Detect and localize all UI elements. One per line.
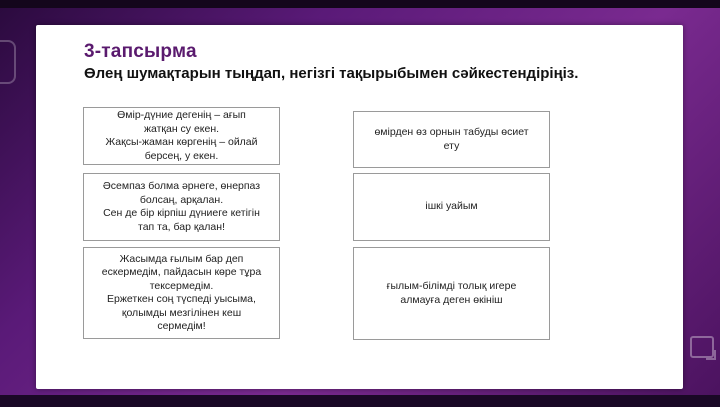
stanza-line: болсаң, арқалан. xyxy=(139,193,224,206)
stanza-box-1 xyxy=(83,107,280,165)
decorative-shape xyxy=(0,40,16,84)
expand-icon xyxy=(690,336,714,358)
stanza-line: Сен де бір кірпіш дүниеге кетігін xyxy=(103,207,260,219)
stanza-line: Өмір-дүние дегенің – ағып xyxy=(117,109,246,121)
theme-line: алмауға деген өкініш xyxy=(400,293,503,306)
theme-box-1 xyxy=(353,111,550,168)
theme-box-3 xyxy=(353,247,550,340)
theme-line: өмірден өз орнын табуды өсиет xyxy=(374,126,529,138)
theme-line: ғылым-білімді толық игере xyxy=(386,280,517,292)
stanza-line: тексермедім. xyxy=(149,279,214,292)
stanza-line: ескермедім, пайдасын көре тұра xyxy=(101,266,262,278)
theme-line: ету xyxy=(443,139,460,152)
stanza-line: сермедім! xyxy=(157,320,206,332)
stanza-line: Ержеткен соң түспеді уысыма, xyxy=(107,293,256,305)
stanza-line: жатқан су екен. xyxy=(143,122,220,135)
stanza-line: қолымды мезгілінен кеш xyxy=(121,306,242,319)
top-bar xyxy=(0,0,720,8)
task-instruction: Өлең шумақтарын тыңдап, негізгі тақырыбымен сәйкестендіріңіз. xyxy=(84,65,579,82)
stanza-line: Әсемпаз болма әрнеге, өнерпаз xyxy=(102,180,261,192)
stanza-line: берсең, у екен. xyxy=(144,149,219,162)
stanza-line: Жасымда ғылым бар деп xyxy=(119,252,244,265)
stanza-box-3 xyxy=(83,247,280,339)
slide xyxy=(36,25,683,389)
theme-line: ішкі уайым xyxy=(425,200,478,213)
bottom-bar xyxy=(0,395,720,407)
stanza-line: Жақсы-жаман көргенің – ойлай xyxy=(105,136,258,148)
task-title: 3-тапсырма xyxy=(84,41,197,62)
stanza-line: тап та, бар қалан! xyxy=(138,220,225,233)
stanza-box-2 xyxy=(83,173,280,241)
theme-box-2 xyxy=(353,173,550,241)
